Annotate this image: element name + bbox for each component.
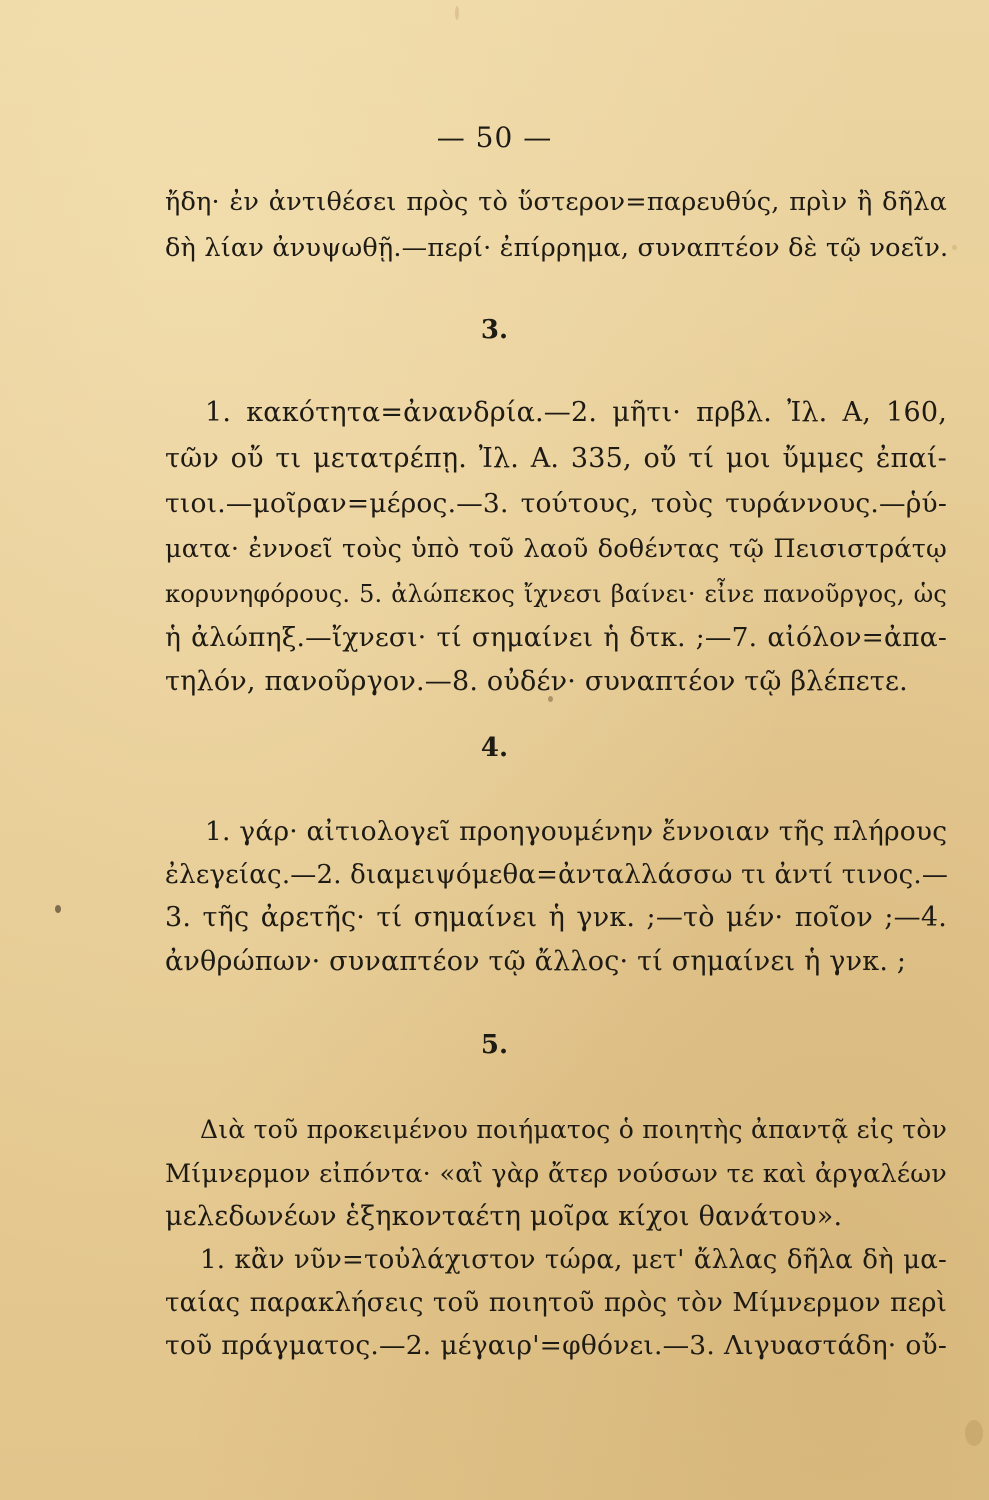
page-number: — 50 — [436, 121, 553, 154]
text-line: ἡ ἀλώπηξ.—ἴχνεσι· τί σημαίνει ἡ δτκ. ;—7. αἰόλον=ἀπα- [165, 622, 947, 653]
section-heading: 3. [480, 315, 509, 345]
section-heading: 5. [480, 1030, 509, 1060]
paper-stain [965, 1420, 983, 1446]
text-line: ἀνθρώπων· συναπτέον τῷ ἄλλος· τί σημαίνει ἡ γνκ. ; [165, 946, 907, 977]
text-line: μελεδωνέων ἑξηκονταέτη μοῖρα κίχοι θανάτου». [165, 1201, 843, 1232]
text-line: τηλόν, πανοῦργον.—8. οὐδέν· συναπτέον τῷ βλέπετε. [165, 666, 908, 697]
text-line: 1. γάρ· αἰτιολογεῖ προηγουμένην ἔννοιαν τῆς πλήρους [205, 816, 948, 847]
paper-stain [455, 6, 459, 20]
text-line: 1. κἂν νῦν=τοὐλάχιστον τώρα, μετ' ἄλλας δῆλα δὴ μα- [200, 1245, 947, 1275]
text-line: ταίας παρακλήσεις τοῦ ποιητοῦ πρὸς τὸν Μίμνερμον περὶ [165, 1288, 947, 1318]
text-line: κορυνηφόρους. 5. ἀλώπεκος ἴχνεσι βαίνει· εἶνε πανοῦργος, ὡς [165, 580, 947, 608]
text-line: 1. κακότητα=ἀνανδρία.—2. μῆτι· πρβλ. Ἰλ. Α, 160, [205, 397, 947, 428]
text-line: δὴ λίαν ἀνυψωθῇ.—περί· ἐπίρρημα, συναπτέον δὲ τῷ νοεῖν. [165, 233, 949, 263]
section-heading: 4. [480, 733, 509, 763]
text-line: τοῦ πράγματος.—2. μέγαιρ'=φθόνει.—3. Λιγυαστάδη· οὔ- [165, 1330, 947, 1361]
paper-stain [55, 905, 61, 913]
text-line: τῶν οὔ τι μετατρέπῃ. Ἰλ. Α. 335, οὔ τί μοι ὔμμες ἐπαί- [165, 443, 947, 474]
text-line: 3. τῆς ἀρετῆς· τί σημαίνει ἡ γνκ. ;—τὸ μέν· ποῖον ;—4. [165, 902, 947, 933]
text-line: ἤδη· ἐν ἀντιθέσει πρὸς τὸ ὕστερον=παρευθύς, πρὶν ἢ δῆλα [165, 187, 947, 217]
text-line: ἐλεγείας.—2. διαμειψόμεθα=ἀνταλλάσσω τι ἀντί τινος.— [165, 860, 949, 890]
paper-stain [952, 245, 957, 250]
text-line: Μίμνερμον εἰπόντα· «αἲ γὰρ ἄτερ νούσων τε καὶ ἀργαλέων [165, 1159, 947, 1189]
text-line: ματα· ἐννοεῖ τοὺς ὑπὸ τοῦ λαοῦ δοθέντας τῷ Πεισιστράτῳ [165, 534, 947, 564]
text-line: τιοι.—μοῖραν=μέρος.—3. τούτους, τοὺς τυράννους.—ῥύ- [165, 488, 947, 519]
text-line: Διὰ τοῦ προκειμένου ποιήματος ὁ ποιητὴς ἀπαντᾷ εἰς τὸν [200, 1115, 947, 1144]
